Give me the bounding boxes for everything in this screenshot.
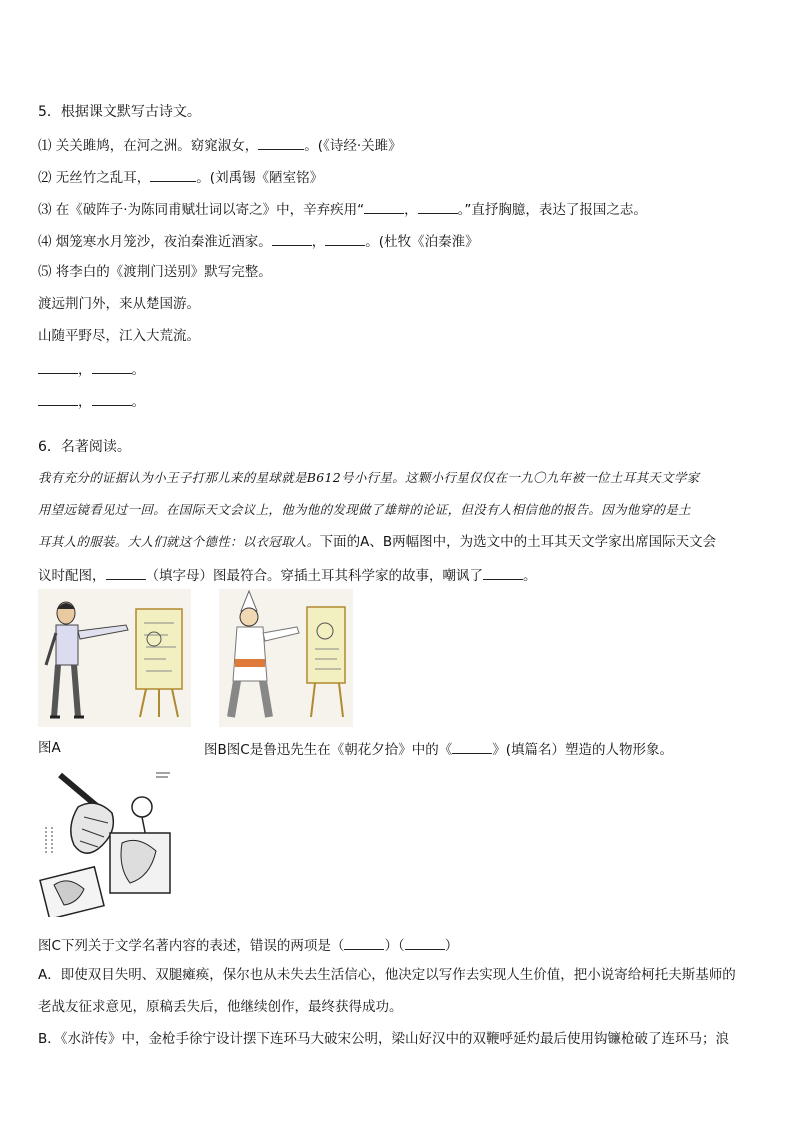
figure-b-image bbox=[219, 589, 353, 727]
q5-item-5 bbox=[38, 263, 272, 281]
item-number: ⑷ bbox=[38, 234, 52, 250]
poem-blank-row-2 bbox=[38, 391, 145, 411]
question-text: 》(填篇名）塑造的人物形象。 bbox=[492, 742, 673, 758]
item-text: 无丝竹之乱耳， bbox=[55, 170, 151, 186]
figure-c-intro bbox=[204, 739, 673, 759]
figure-a-drawing bbox=[38, 589, 191, 727]
separator: 。 bbox=[523, 568, 537, 584]
figure-b-drawing bbox=[219, 589, 353, 727]
answer-blank[interactable] bbox=[258, 135, 304, 150]
passage-line-1: 我有充分的证据认为小王子打那儿来的星球就是B612号小行星。这颗小行星仅仅在一九〇九年被一位土耳其天文学家 bbox=[38, 470, 700, 485]
answer-blank[interactable] bbox=[344, 935, 384, 950]
item-source: 。(《诗经·关雎》 bbox=[304, 138, 402, 154]
separator: ， bbox=[78, 394, 92, 410]
item-number: ⑵ bbox=[38, 170, 52, 186]
separator: ， bbox=[311, 234, 326, 250]
passage-line-3 bbox=[38, 533, 716, 551]
item-source: 。(杜牧《泊秦淮》 bbox=[365, 234, 479, 250]
poem-blank-row-1 bbox=[38, 359, 145, 379]
separator: 。 bbox=[131, 394, 145, 410]
poem-line-1: 渡远荆门外，来从楚国游。 bbox=[38, 296, 200, 312]
poem-line-2: 山随平野尽，江入大荒流。 bbox=[38, 328, 200, 344]
answer-blank[interactable] bbox=[106, 565, 146, 580]
q5-item-1 bbox=[38, 135, 402, 155]
separator: ） bbox=[444, 938, 459, 954]
item-tail: 。”直抒胸臆，表达了报国之志。 bbox=[457, 202, 647, 218]
item-number: ⑸ bbox=[38, 264, 52, 280]
q5-item-3 bbox=[38, 199, 647, 219]
answer-blank[interactable] bbox=[92, 391, 132, 406]
answer-blank[interactable] bbox=[405, 935, 445, 950]
question-text: 是鲁迅先生在《朝花夕拾》中的《 bbox=[249, 742, 453, 758]
answer-blank[interactable] bbox=[38, 359, 78, 374]
figure-c-drawing bbox=[38, 767, 176, 917]
answer-blank[interactable] bbox=[364, 199, 404, 214]
item-text: 将李白的《渡荆门送别》默写完整。 bbox=[55, 264, 272, 280]
separator: 。 bbox=[131, 362, 145, 378]
figure-a-image bbox=[38, 589, 191, 727]
item-text: 烟笼寒水月笼沙，夜泊秦淮近酒家。 bbox=[55, 234, 272, 250]
answer-blank[interactable] bbox=[483, 565, 523, 580]
question-text: 下列关于文学名著内容的表述，错误的两项是（ bbox=[60, 938, 345, 954]
option-b-line-1: B．《水浒传》中，金枪手徐宁设计摆下连环马大破宋公明，梁山好汉中的双鞭呼延灼最后使用钩镰枪破了连环马；浪 bbox=[38, 1031, 730, 1047]
answer-blank[interactable] bbox=[150, 167, 196, 182]
question-text: 议时配图， bbox=[38, 568, 106, 584]
item-number: ⑶ bbox=[38, 202, 52, 218]
option-a-line-1: A．即使双目失明、双腿瘫痪，保尔也从未失去生活信心，他决定以写作去实现人生价值，把小说寄给柯托夫斯基师的 bbox=[38, 967, 736, 983]
separator: ， bbox=[78, 362, 92, 378]
figure-b-caption: 图B bbox=[204, 742, 227, 758]
question-text: 下面的A、B两幅图中，为选文中的土耳其天文学家出席国际天文会 bbox=[319, 534, 717, 550]
answer-blank[interactable] bbox=[38, 391, 78, 406]
answer-blank[interactable] bbox=[272, 231, 312, 246]
item-text: 在《破阵子·为陈同甫赋壮词以寄之》中，辛弃疾用“ bbox=[55, 202, 365, 218]
figure-a-caption: 图A bbox=[38, 740, 61, 756]
separator: ， bbox=[404, 202, 418, 218]
figure-c-image bbox=[38, 767, 176, 917]
question-text: （填字母）图最符合。穿插土耳其科学家的故事，嘲讽了 bbox=[145, 568, 483, 584]
answer-blank[interactable] bbox=[452, 739, 492, 754]
answer-blank[interactable] bbox=[92, 359, 132, 374]
answer-blank[interactable] bbox=[418, 199, 458, 214]
passage-line-2: 用望远镜看见过一回。在国际天文会议上，他为他的发现做了雄辩的论证，但没有人相信他的报告。因为他穿的是土 bbox=[38, 502, 691, 517]
passage-hand-text: 耳其人的服装。大人们就这个德性：以衣冠取人。 bbox=[38, 534, 320, 549]
item-text: 关关雎鸠，在河之洲。窈窕淑女， bbox=[55, 138, 259, 154]
figure-c-label: 图C bbox=[226, 742, 250, 758]
q6-title: 6．名著阅读。 bbox=[38, 439, 131, 455]
item-source: 。(刘禹锡《陋室铭》 bbox=[196, 170, 324, 186]
q5-title: 5．根据课文默写古诗文。 bbox=[38, 104, 201, 120]
q5-item-2 bbox=[38, 167, 323, 187]
item-number: ⑴ bbox=[38, 138, 52, 154]
option-a-line-2: 老战友征求意见，原稿丢失后，他继续创作，最终获得成功。 bbox=[38, 999, 403, 1015]
figure-c-question bbox=[38, 935, 458, 955]
passage-line-4 bbox=[38, 565, 537, 585]
q5-item-4 bbox=[38, 231, 479, 251]
answer-blank[interactable] bbox=[325, 231, 365, 246]
figure-c-caption: 图C bbox=[38, 938, 61, 954]
separator: ）（ bbox=[384, 938, 405, 954]
